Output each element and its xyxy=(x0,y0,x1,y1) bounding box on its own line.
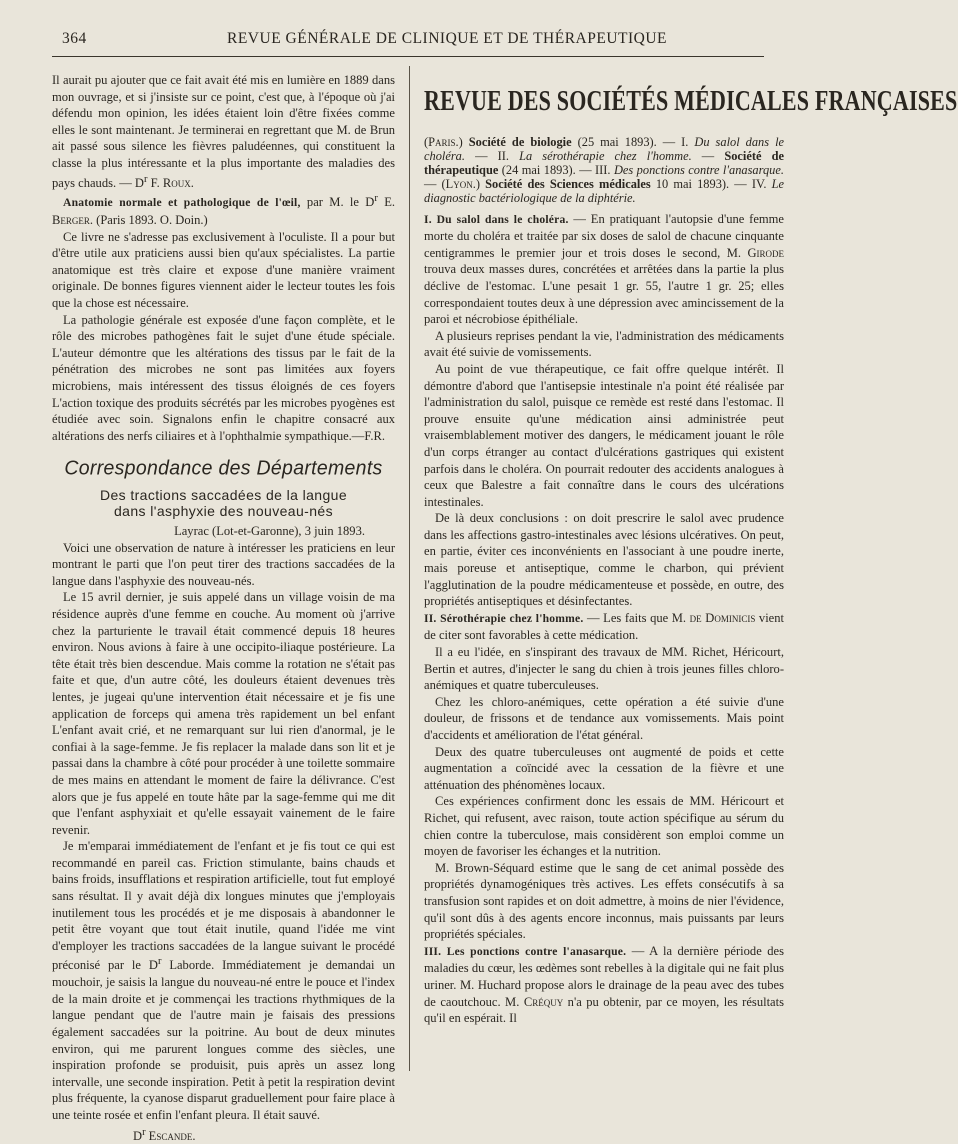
anasarca-paragraph-1 xyxy=(424,943,784,1027)
signature xyxy=(52,1125,395,1144)
running-header xyxy=(52,28,764,57)
salol-author: Girode xyxy=(747,245,784,260)
anasarca-text: — A la dernière période des maladies du cœur, les œdèmes sont rebelles à la digitale qui ne fait plus uriner. M. Huchard propose alors le drainage de la peau avec des tubes de caoutchouc. M. xyxy=(424,943,784,1009)
intro-paragraph xyxy=(52,72,395,191)
review-sup: r xyxy=(374,193,378,205)
page-number: 364 xyxy=(62,30,87,47)
anasarca-author: Créquy xyxy=(523,994,564,1009)
salol-heading: I. Du salol dans le choléra. xyxy=(424,212,569,226)
summary-part: (Paris.) xyxy=(424,134,469,149)
review-by: par M. le D xyxy=(300,195,375,210)
signature-title: D xyxy=(133,1128,143,1143)
review-title: Anatomie normale et pathologique de l'œil, xyxy=(63,196,301,210)
salol-text-end: trouva deux masses dures, concrétées et arrêtées dans la partie la plus déclive de l'estomac. L'une pesait 1 gr. 55, l'autre 1 gr. 25; elles correspondaient toutes deux à une dépression avec amincissement de la paroi et nécrobiose épithéliale. xyxy=(424,262,784,327)
review-author: E. Berger. xyxy=(52,195,395,228)
serotherapy-text-end: vient de citer sont favorables à cette médication. xyxy=(424,610,785,643)
summary-part: Des ponctions contre l'anasarque. xyxy=(613,162,784,177)
correspondence-paragraph-3 xyxy=(52,838,395,1123)
signature-name: Escande. xyxy=(145,1128,196,1143)
serotherapy-paragraph-6: M. Brown-Séquard estime que le sang de cet animal possède des propriétés dynamogéniques très actives. Les effets consécutifs à sa transfusion sont rapides et on doit admettre, à moins de nier l'évidence, qu'il sont dûs à des agents encore inconnus, mais puissants par leurs propriétés spéciales. xyxy=(424,860,784,942)
summary-part: Société de thérapeutique xyxy=(424,148,784,177)
societies-header: REVUE DES SOCIÉTÉS MÉDICALES FRANÇAISES xyxy=(424,83,958,117)
article-title-line-1: Des tractions saccadées de la langue xyxy=(99,487,348,503)
serotherapy-text: — Les faits que M. xyxy=(583,610,690,625)
article-title xyxy=(52,487,395,519)
article-title-line-2: dans l'asphyxie des nouveau-nés xyxy=(114,503,333,519)
summary-part: Le diagnostic bactériologique de la diphtérie. xyxy=(424,176,784,205)
salol-paragraph-4: De là deux conclusions : on doit prescrire le salol avec prudence dans les affections gastro-intestinales avec lésions ulcératives. On peut, en partie, éviter ces inconvénients en l'associant à une poudre inerte, mais poreuse et antiseptique, comme le charbon, qui prévient l'agglutination de la poudre médicamenteuse et possède, en outre, des propriétés antiseptiques et désinfectantes. xyxy=(424,511,784,609)
summary-part: Du salol dans le choléra. xyxy=(424,134,785,163)
dateline: Layrac (Lot-et-Garonne), 3 juin 1893. xyxy=(174,524,365,538)
summary-part: Société de biologie xyxy=(468,134,572,149)
review-publisher: (Paris 1893. O. Doin.) xyxy=(93,213,208,228)
summary-part: — (Lyon.) xyxy=(424,176,486,191)
serotherapy-paragraph-5: Ces expériences confirment donc les essais de MM. Héricourt et Richet, qui refusent, avec raison, toute action spécifique au sérum du chien contre la tuberculose, mais considèrent son emploi comme un moyen de favoriser les échanges et la nutrition. xyxy=(424,794,784,859)
summary-part: Société des Sciences médicales xyxy=(485,176,651,191)
intro-text: Il aurait pu ajouter que ce fait avait été mis en lumière en 1889 dans mon ouvrage, et si j'insiste sur ce point, c'est que, à l'époque où j'ai défendu mon opinion, les idées étaient loin d'être fixées comme elles le sont maintenant. Je terminerai en regrettant que M. de Brun ait passé sous silence les fièvres paludéennes, qui constituent la classe la plus intéressante et la plus importante des maladies des pays chauds. — D xyxy=(52,73,395,190)
running-title: REVUE GÉNÉRALE DE CLINIQUE ET DE THÉRAPEUTIQUE xyxy=(227,30,668,47)
summary-part: (24 mai 1893). — III. xyxy=(498,162,614,177)
review-paragraph-2: La pathologie générale est exposée d'une façon complète, et le rôle des microbes pathogènes fait le sujet d'une étude spéciale. L'auteur démontre que les altérations des tissus par le fait de la pénétration des microbes ne sont pas limitées aux foyers microbiens, mais intéressent des tissus éloignés de ces foyers L'action toxique des produits sécrétés par les microbes pyogènes est étudiée avec soin. Signalons enfin le chapitre consacré aux altérations des nerfs ciliaires et à l'ophthalmie sympathique.—F.R. xyxy=(52,312,395,443)
salol-paragraph-1 xyxy=(424,211,784,328)
correspondence-p3-end: Laborde. Immédiatement je demandai un mouchoir, je saisis la langue du nouveau-né entre le pouce et l'index de la main droite et je commençai les tractions rhythmiques de la langue pendant que de l'autre main je faisais des pressions également saccadées sur la poitrine. Au bout de deux minutes environ, qui me parurent longues comme des siècles, une inspiration profonde se produisit, puis après un assez long intervalle, une seconde inspiration. Petit à petit la respiration devint plus fréquente, la cyanose disparut graduellement pour faire place à une teinte rosée et enfin l'enfant pleura. Il était sauvé. xyxy=(52,958,396,1122)
left-column xyxy=(52,72,396,1143)
summary-part: La sérothérapie chez l'homme. xyxy=(519,148,692,163)
column-divider xyxy=(409,66,410,1071)
summary-part: 10 mai 1893). — IV. xyxy=(650,176,772,191)
summary-part: (25 mai 1893). — I. xyxy=(571,134,695,149)
serotherapy-paragraph-2: Il a eu l'idée, en s'inspirant des travaux de MM. Richet, Héricourt, Bertin et autres, d'injecter le sang du chien à trois jeunes filles chloro-anémiques et quatre tuberculeuses. xyxy=(424,645,784,693)
signature-sup: r xyxy=(142,1126,146,1138)
anasarca-heading: III. Les ponctions contre l'anasarque. xyxy=(424,944,627,958)
section-title: Correspondance des Départements xyxy=(64,456,383,480)
correspondence-paragraph-1: Voici une observation de nature à intéresser les praticiens en leur montrant le parti que l'on peut tirer des tractions saccadées de la langue dans l'asphyxie des nouveau-nés. xyxy=(52,540,395,588)
intro-signature: F. Roux. xyxy=(147,175,194,190)
summary-part: — II. xyxy=(464,148,520,163)
serotherapy-paragraph-1 xyxy=(424,610,784,644)
serotherapy-author: de Dominicis xyxy=(689,610,756,625)
intro-sup: r xyxy=(144,173,148,185)
correspondence-p3-sup: r xyxy=(157,956,162,968)
salol-text: — En pratiquant l'autopsie d'une femme morte du choléra et traitée par six doses de salol de chacune cinquante centigrammes le premier jour et trois doses le second, M. xyxy=(424,211,784,260)
serotherapy-heading: II. Sérothérapie chez l'homme. xyxy=(424,611,584,625)
salol-paragraph-2: A plusieurs reprises pendant la vie, l'administration des médicaments avait été suivie de vomissements. xyxy=(424,328,784,360)
right-column xyxy=(424,72,958,1072)
correspondence-p3-text: Je m'emparai immédiatement de l'enfant et je fis tout ce qui est recommandé en pareil cas. Friction stimulante, bains chauds et bains froids, insufflations et respiration artificielle, tout fut employé sans résultat. Il y avait déjà dix longues minutes que j'employais inutilement tous les procédés et je me disposais à abandonner le petit être voyant que tout était inutile, quand l'idée me vint d'employer les tractions saccadées de la langue suivant le procédé préconisé par le D xyxy=(52,839,395,973)
serotherapy-paragraph-3: Chez les chloro-anémiques, cette opération a été suivie d'une douleur, de frissons et de tendance aux vomissements. Mais point d'accidents et amélioration de l'état général. xyxy=(424,694,784,742)
correspondence-paragraph-2: Le 15 avril dernier, je suis appelé dans un village voisin de ma résidence auprès d'une femme en couche. Au moment où j'arrive chez la parturiente le travail était commencé depuis 18 heures environ. Nous avions à faire à une occipito-iliaque postérieure. La tête était très bien descendue. Mais comme la rotation ne s'était pas faite et que, d'un autre côté, les douleurs étaient devenues très lentes, je jugeai qu'une intervention était nécessaire et je fis une application de forceps qui amena très rapidement un bel enfant L'enfant avait crié, et ne remarquant sur lui rien d'anormal, je le confiai à la sage-femme. Je fis replacer la malade dans son lit et je passai dans la chambre à côté pour procéder à une toilette sommaire de mes mains en attendant le moment de faire la délivrance. C'est alors que je fus appelé en toute hâte par la sage-femme qui me dit que l'enfant asphyxiait et qu'elle essayait vainement de le faire revenir. xyxy=(52,590,395,837)
summary-part: — xyxy=(691,148,725,163)
salol-paragraph-3: Au point de vue thérapeutique, ce fait offre quelque intérêt. Il démontre d'abord que l'antisepsie intestinale n'a point été réalisée par l'administration du salol, puisque ce remède est resté dans l'estomac. Il prouve ensuite qu'une médication ainsi administrée peut vraisemblablement motiver des dangers, le médicament jouant le rôle d'un corps étranger au contact d'ulcérations gastriques qui existent parfois dans le choléra. On pourrait redouter des accidents analogues à ceux que Balestre a fait connaître dans le cours des ulcérations intestinales. xyxy=(424,361,784,509)
summary-paragraph xyxy=(424,135,784,205)
serotherapy-paragraph-4: Deux des quatre tuberculeuses ont augmenté de poids et cette augmentation a coïncidé avec la cessation de la fièvre et une atténuation des phénomènes locaux. xyxy=(424,744,784,792)
anasarca-text-end: n'a pu obtenir, par ce moyen, les résultats qu'il en espérait. Il xyxy=(424,994,784,1026)
review-paragraph-1: Ce livre ne s'adresse pas exclusivement à l'oculiste. Il a pour but d'être utile aux praticiens aussi bien qu'aux spécialistes. La partie anatomique est très claire et expose d'une manière vraiment originale. De bonnes figures viennent aider le lecteur toutes les fois que la chose est nécessaire. xyxy=(52,229,395,311)
review-heading xyxy=(52,191,395,228)
